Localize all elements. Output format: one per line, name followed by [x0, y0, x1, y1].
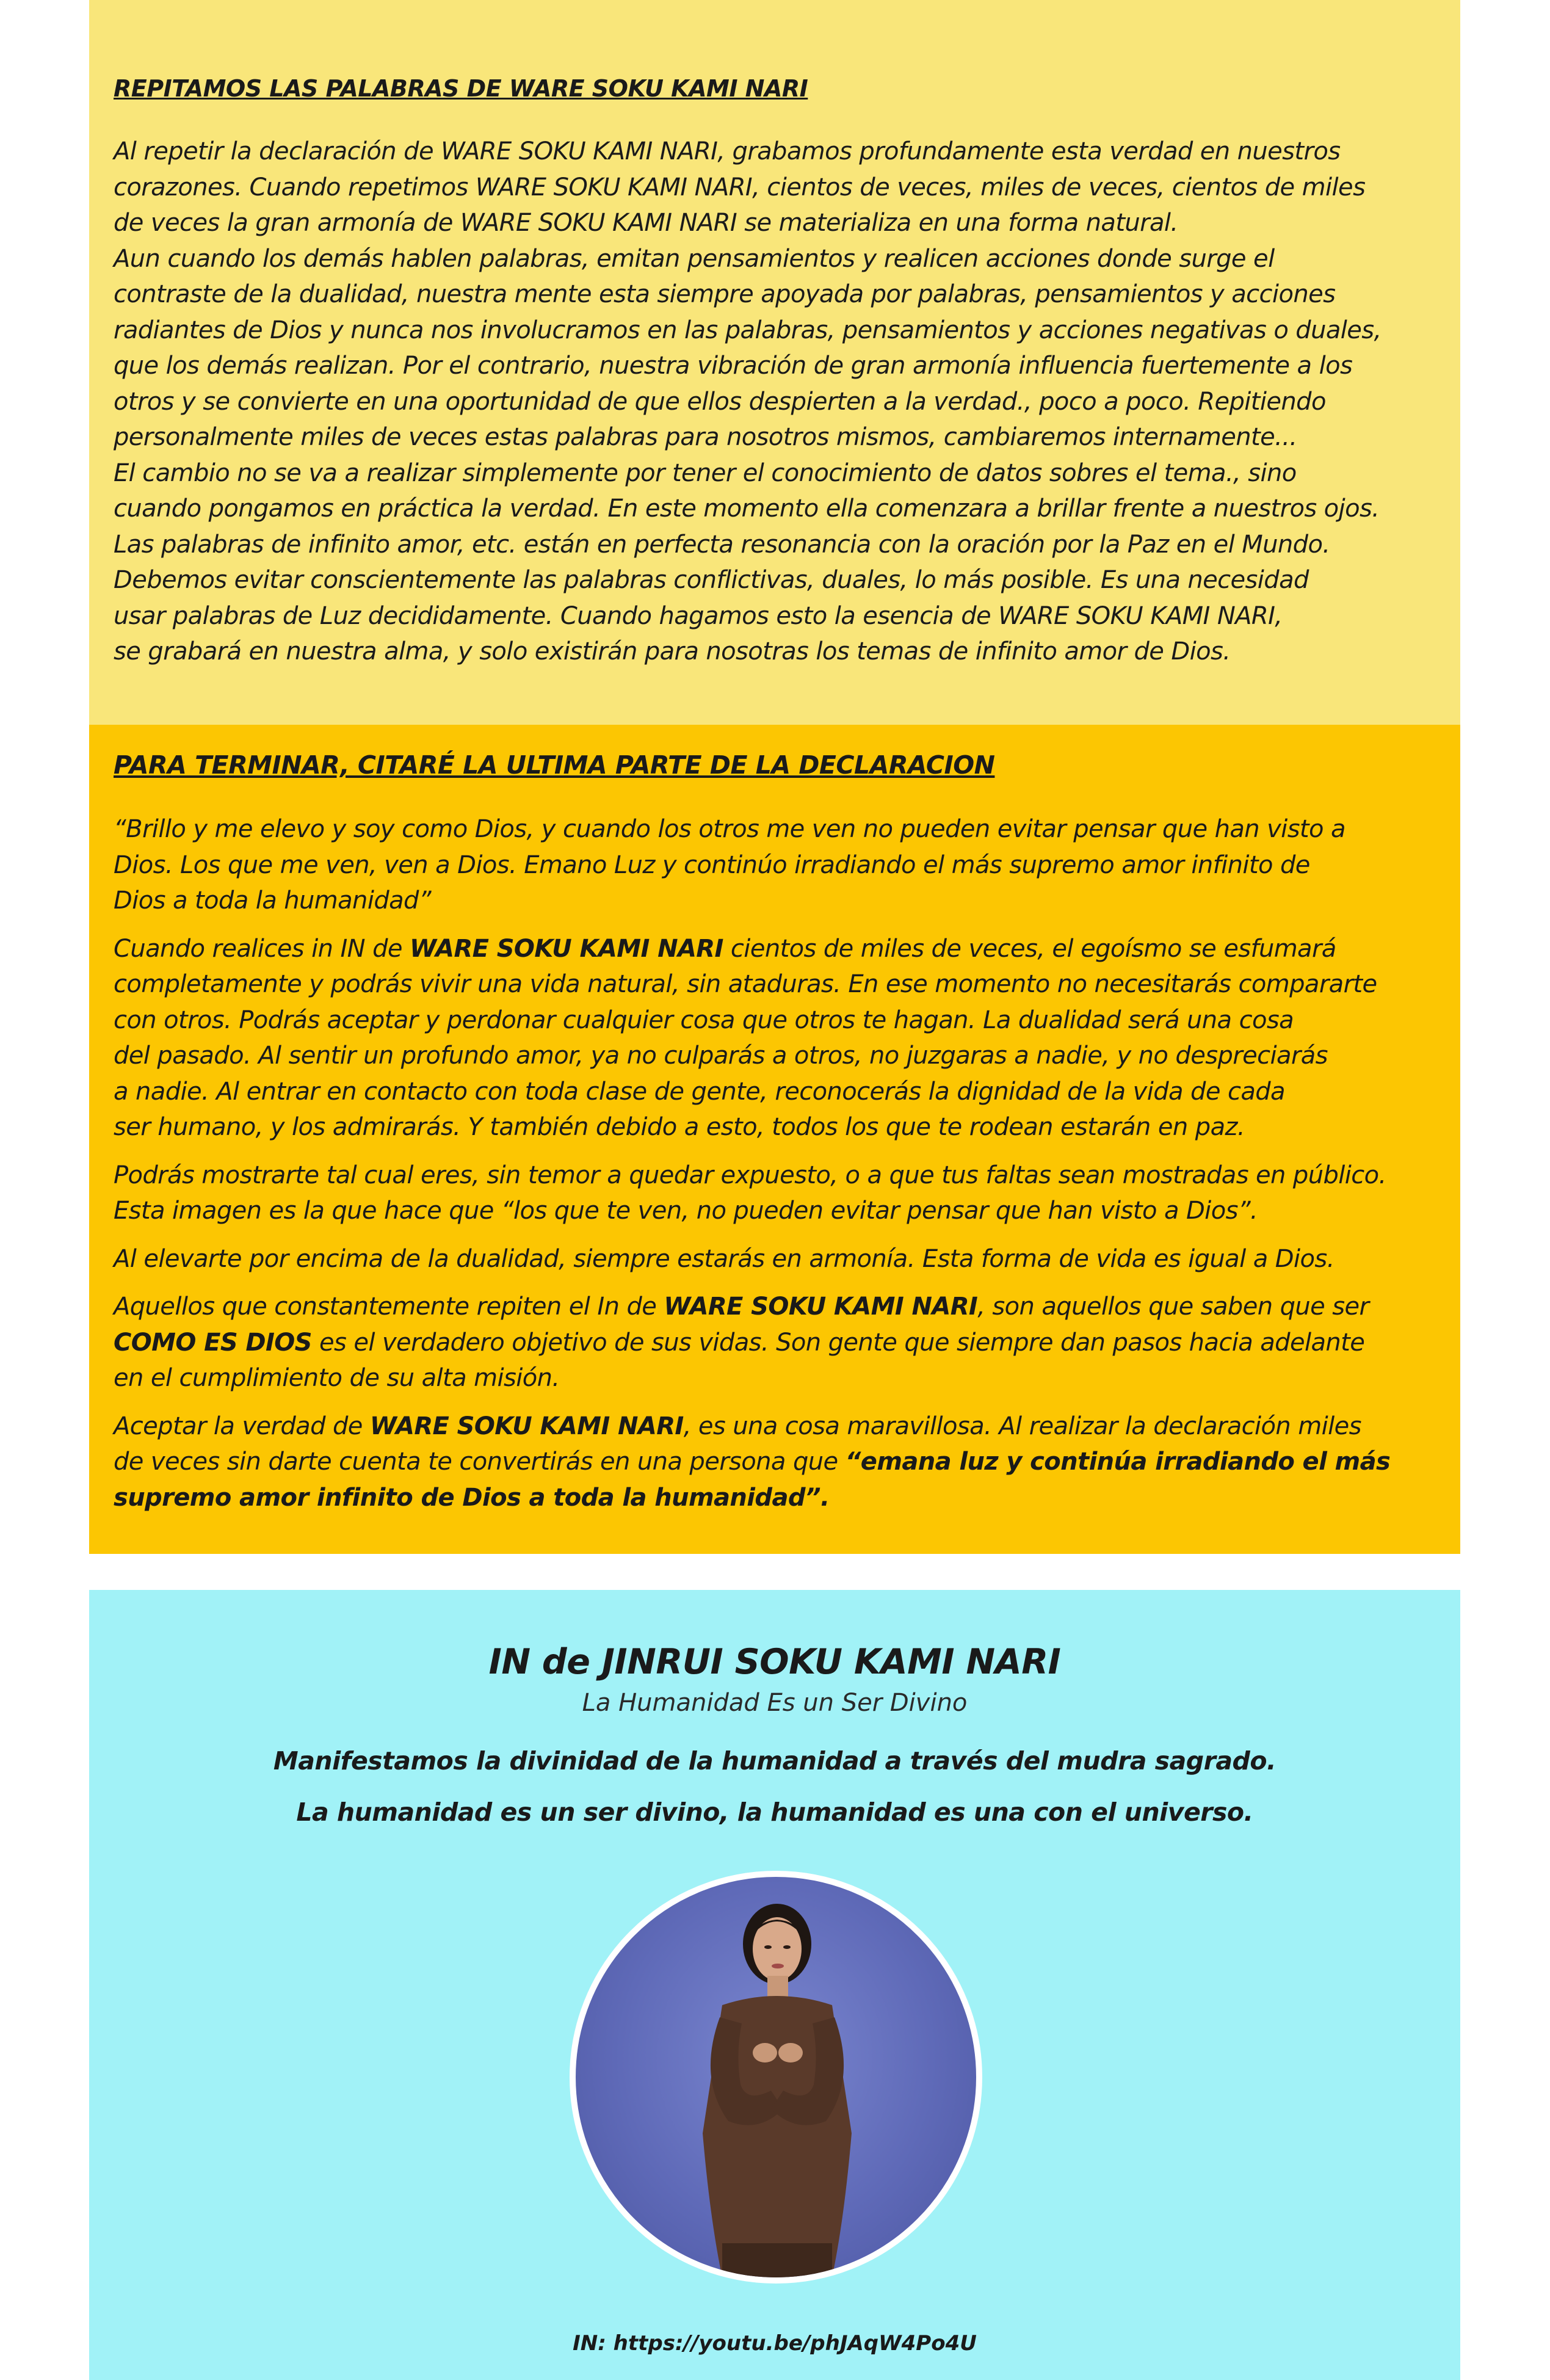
body-line: Podrás mostrarte tal cual eres, sin temor a quedar expuesto, o a que tus faltas sean mostradas en público.: [114, 1161, 1386, 1189]
body-line: personalmente miles de veces estas palabras para nosotros mismos, cambiaremos internamente...: [114, 423, 1297, 451]
paragraph-egoismo: [114, 931, 1436, 1145]
quote-paragraph: [114, 811, 1436, 919]
mudra-statement: Manifestamos la divinidad de la humanidad a través del mudra sagrado.: [273, 1746, 1277, 1776]
body-line: corazones. Cuando repetimos WARE SOKU KAMI NARI, cientos de veces, miles de veces, cientos de miles: [114, 173, 1366, 201]
body-line: contraste de la dualidad, nuestra mente esta siempre apoyada por palabras, pensamientos y acciones: [114, 280, 1336, 308]
text-run: Aquellos que constantemente repiten el In de: [114, 1293, 664, 1321]
bold-term: WARE SOKU KAMI NARI: [410, 934, 723, 963]
mudra-video-thumbnail[interactable]: [570, 1871, 982, 2284]
text-run: de veces sin darte cuenta te convertirás en una persona que: [114, 1448, 846, 1476]
body-line: Las palabras de infinito amor, etc. están en perfecta resonancia con la oración por la Paz en el Mundo.: [114, 530, 1330, 559]
text-run: cientos de miles de veces, el egoísmo se esfumará: [723, 934, 1336, 963]
body-line: [114, 1409, 1436, 1445]
body-line: [114, 1289, 1436, 1325]
body-line: completamente y podrás vivir una vida natural, sin ataduras. En ese momento no necesitarás compararte: [114, 970, 1377, 998]
text-run: , son aquellos que saben que ser: [977, 1293, 1369, 1321]
body-line: usar palabras de Luz decididamente. Cuando hagamos esto la esencia de WARE SOKU KAMI NARI,: [114, 601, 1283, 630]
text-run: Aceptar la verdad de: [114, 1412, 370, 1440]
quote-line: Dios a toda la humanidad”: [114, 887, 431, 915]
mudra-statement: La humanidad es un ser divino, la humanidad es una con el universo.: [296, 1798, 1253, 1827]
body-line: con otros. Podrás aceptar y perdonar cualquier cosa que otros te hagan. La dualidad será una cosa: [114, 1006, 1294, 1034]
body-line: a nadie. Al entrar en contacto con toda clase de gente, reconocerás la dignidad de la vida de cada: [114, 1077, 1285, 1106]
paragraph-aquellos: [114, 1289, 1436, 1396]
body-line: [114, 1325, 1436, 1361]
body-line: [114, 931, 1436, 967]
woman-mudra-image: [576, 1877, 976, 2277]
text-run: Cuando realices in IN de: [114, 934, 410, 963]
bold-term: WARE SOKU KAMI NARI: [369, 1412, 684, 1440]
body-line: del pasado. Al sentir un profundo amor, ya no culparás a otros, no juzgaras a nadie, y no despreciarás: [114, 1042, 1328, 1070]
body-line: El cambio no se va a realizar simplemente por tener el conocimiento de datos sobres el tema., sino: [114, 459, 1297, 487]
section-para-terminar: [89, 725, 1460, 1554]
body-line: radiantes de Dios y nunca nos involucramos en las palabras, pensamientos y acciones negativas o duales,: [114, 316, 1382, 344]
body-line: Debemos evitar conscientemente las palabras conflictivas, duales, lo más posible. Es una necesidad: [114, 566, 1309, 594]
quote-line: “Brillo y me elevo y soy como Dios, y cuando los otros me ven no pueden evitar pensar que han visto a: [114, 815, 1345, 843]
body-line: cuando pongamos en práctica la verdad. En este momento ella comenzara a brillar frente a nuestros ojos.: [114, 495, 1380, 523]
body-line: de veces la gran armonía de WARE SOKU KAMI NARI se materializa en una forma natural.: [114, 209, 1178, 237]
body-line: que los demás realizan. Por el contrario, nuestra vibración de gran armonía influencia fuertemente a los: [114, 352, 1353, 380]
video-link[interactable]: IN: https://youtu.be/phJAqW4Po4U: [573, 2331, 977, 2356]
body-line: otros y se convierte en una oportunidad de que ellos despierten a la verdad., poco a poco. Repitiendo: [114, 387, 1326, 416]
section-subtitle: La Humanidad Es un Ser Divino: [582, 1689, 968, 1717]
section-jinrui: [89, 1590, 1460, 2380]
paragraph-mostrarte: [114, 1158, 1436, 1229]
body-line: Al repetir la declaración de WARE SOKU KAMI NARI, grabamos profundamente esta verdad en nuestros: [114, 137, 1341, 165]
quote-line: Dios. Los que me ven, ven a Dios. Emano Luz y continúo irradiando el más supremo amor infinito de: [114, 851, 1310, 879]
section-heading: PARA TERMINAR, CITARÉ LA ULTIMA PARTE DE LA DECLARACION: [114, 750, 995, 780]
body-line: se grabará en nuestra alma, y solo existirán para nosotras los temas de infinito amor de Dios.: [114, 637, 1231, 666]
body-line: Esta imagen es la que hace que “los que te ven, no pueden evitar pensar que han visto a Dios”.: [114, 1197, 1258, 1225]
bold-term: COMO ES DIOS: [114, 1328, 312, 1357]
section-heading: REPITAMOS LAS PALABRAS DE WARE SOKU KAMI NARI: [114, 75, 808, 102]
bold-term: “emana luz y continúa irradiando el más: [845, 1448, 1391, 1476]
bold-term: WARE SOKU KAMI NARI: [664, 1293, 978, 1321]
body-line: en el cumplimiento de su alta misión.: [114, 1364, 560, 1392]
text-run: , es una cosa maravillosa. Al realizar la declaración miles: [683, 1412, 1361, 1440]
text-run: es el verdadero objetivo de sus vidas. Son gente que siempre dan pasos hacia adelante: [311, 1328, 1365, 1357]
body-line: [114, 1444, 1436, 1480]
section-body: [114, 134, 1436, 670]
body-line: Al elevarte por encima de la dualidad, siempre estarás en armonía. Esta forma de vida es igual a Dios.: [114, 1244, 1335, 1273]
body-line: Aun cuando los demás hablen palabras, emitan pensamientos y realicen acciones donde surge el: [114, 244, 1275, 273]
paragraph-armonia: [114, 1241, 1436, 1277]
paragraph-aceptar: [114, 1409, 1436, 1516]
body-line: supremo amor infinito de Dios a toda la humanidad”.: [114, 1483, 830, 1512]
body-line: ser humano, y los admirarás. Y también debido a esto, todos los que te rodean estarán en paz.: [114, 1113, 1245, 1141]
section-title: IN de JINRUI SOKU KAMI NARI: [488, 1642, 1061, 1682]
section-repitamos: [89, 0, 1460, 725]
